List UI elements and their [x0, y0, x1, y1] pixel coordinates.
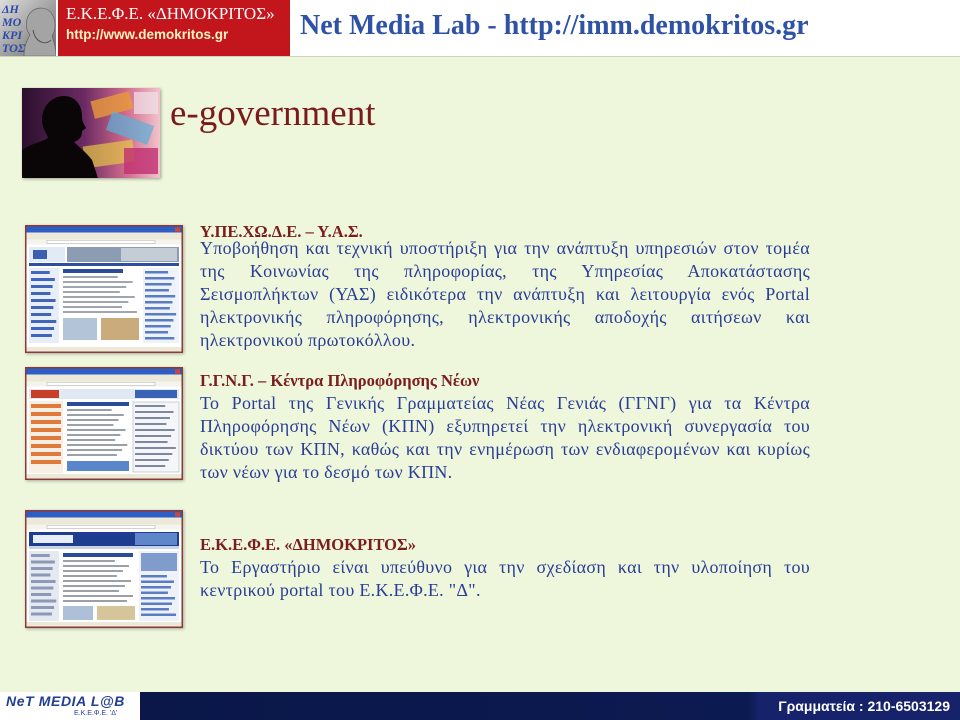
right-column-link	[145, 313, 176, 316]
left-nav-item	[31, 587, 53, 590]
logo-lettering-2: ΜΟ	[2, 15, 22, 29]
content-text-line	[63, 286, 126, 288]
content-text-line	[63, 575, 117, 577]
browser-statusbar	[27, 474, 182, 479]
photo-banknote	[134, 92, 158, 114]
project-title: Γ.Γ.Ν.Γ. – Κέντρα Πληροφόρησης Νέων	[200, 371, 480, 390]
content-text-line	[67, 454, 117, 456]
content-image	[63, 606, 93, 620]
left-nav-item	[31, 327, 54, 330]
content-banner	[67, 461, 129, 471]
footer-logo-lettering: NeT MEDIA L@B	[6, 693, 125, 709]
project-screenshot	[25, 225, 183, 353]
org-banner	[58, 0, 290, 56]
left-menu-item	[31, 420, 61, 424]
left-menu-item	[31, 444, 61, 448]
browser-titlebar	[27, 227, 182, 233]
footer-bar	[0, 692, 960, 720]
left-nav-item	[31, 334, 52, 337]
right-table-row	[135, 441, 168, 443]
right-column-link	[145, 277, 174, 280]
browser-toolbar	[27, 233, 182, 240]
demokritos-logo	[0, 0, 56, 56]
right-column-link	[145, 331, 168, 334]
content-text-line	[63, 311, 137, 313]
right-column-link	[141, 603, 172, 606]
left-nav-item	[31, 600, 56, 603]
browser-close-icon	[175, 513, 180, 517]
left-nav-item	[31, 593, 51, 596]
site-header-banner	[135, 390, 177, 398]
right-column-link	[145, 301, 173, 304]
content-image	[63, 318, 97, 340]
content-text-line	[63, 281, 133, 283]
right-table-row	[135, 411, 173, 413]
content-text-line	[67, 419, 119, 421]
right-column-link	[141, 592, 168, 595]
content-image	[97, 606, 135, 620]
logo-lettering-3: ΚΡΙ	[2, 28, 23, 42]
left-nav-item	[31, 320, 56, 323]
right-table-row	[135, 423, 166, 425]
content-text-line	[63, 276, 118, 278]
left-nav-item	[31, 613, 52, 616]
left-nav-item	[31, 554, 50, 557]
content-text-line	[63, 595, 133, 597]
logo-lettering-1: ΔΗ	[2, 2, 19, 16]
right-column-link	[141, 581, 174, 584]
content-text-line	[67, 414, 124, 416]
footer-logo-sublettering: Ε.Κ.Ε.Φ.Ε. 'Δ'	[74, 710, 118, 717]
photo-banknote	[124, 148, 158, 174]
right-column-link	[145, 295, 175, 298]
logo-lettering-4: ΤΟΣ	[2, 41, 26, 55]
left-nav-item	[31, 567, 53, 570]
left-menu-item	[31, 428, 61, 432]
right-table-row	[135, 405, 165, 407]
content-text-line	[63, 306, 122, 308]
site-logo	[33, 250, 47, 259]
browser-statusbar	[27, 347, 182, 352]
right-column-link	[141, 608, 169, 611]
right-column-link	[145, 307, 170, 310]
right-table-row	[135, 417, 170, 419]
secretariat-phone: Γραμματεία : 210-6503129	[778, 698, 950, 714]
content-image	[101, 318, 139, 340]
site-logo	[31, 390, 59, 398]
project-description: Υποβοήθηση και τεχνική υποστήριξη για την ανάπτυξη υπηρεσιών στον τομέα της Κοινωνίας της πληροφορίας, της Υπηρεσίας Αποκατάστασης Σεισμοπλήκτων (ΥΑΣ) ειδικότερα την ανάπτυξη και λειτουργία ενός Portal ηλεκτρονικής πληροφόρησης, ηλεκτρονικής αποδοχής αιτήσεων και ηλεκτρονικού πρωτοκόλλου.	[200, 238, 810, 350]
org-url-link[interactable]: http://www.demokritos.gr	[66, 27, 229, 42]
content-text-line	[63, 585, 125, 587]
content-text-line	[63, 580, 131, 582]
content-text-line	[63, 560, 115, 562]
browser-toolbar	[27, 375, 182, 382]
content-text-line	[67, 409, 112, 411]
left-nav-item	[31, 285, 53, 288]
right-table-row	[135, 453, 172, 455]
site-menu-bar	[29, 263, 179, 266]
left-menu-item	[31, 436, 61, 440]
browser-titlebar	[27, 512, 182, 518]
right-table-row	[135, 435, 171, 437]
content-text-line	[67, 449, 122, 451]
right-column-link	[141, 614, 176, 617]
browser-address-field	[47, 240, 155, 243]
content-text-line	[67, 424, 113, 426]
browser-address-field	[47, 525, 155, 528]
right-column-link	[141, 586, 171, 589]
left-menu-item	[31, 452, 61, 456]
browser-close-icon	[175, 370, 180, 374]
content-heading	[67, 402, 129, 406]
right-column-link	[141, 597, 175, 600]
right-column-link	[145, 289, 169, 292]
left-nav-item	[31, 580, 56, 583]
site-menu-bar	[29, 546, 179, 549]
page-title: e-government	[170, 93, 376, 134]
right-table-row	[135, 459, 169, 461]
left-nav-item	[31, 313, 51, 316]
hero-photo	[22, 88, 160, 178]
site-banner-logo	[33, 535, 73, 543]
content-text-line	[67, 439, 115, 441]
browser-close-icon	[175, 228, 180, 232]
right-column-image	[141, 553, 177, 571]
left-nav-item	[31, 271, 50, 274]
left-menu-item	[31, 460, 61, 464]
left-menu-item	[31, 404, 61, 408]
right-column-link	[145, 283, 172, 286]
left-nav-item	[31, 278, 55, 281]
project-title: Υ.ΠΕ.ΧΩ.Δ.Ε. – Υ.Α.Σ.	[200, 222, 363, 241]
right-table-row	[135, 465, 165, 467]
content-text-line	[63, 570, 123, 572]
content-text-line	[63, 301, 128, 303]
browser-titlebar	[27, 369, 182, 375]
left-nav-item	[31, 561, 55, 564]
content-heading	[63, 269, 123, 273]
left-nav-item	[31, 606, 54, 609]
lab-title: Net Media Lab - http://imm.demokritos.gr	[300, 10, 809, 41]
left-menu-item	[31, 412, 61, 416]
right-column-link	[141, 575, 167, 578]
right-table-row	[135, 429, 175, 431]
content-text-line	[63, 565, 129, 567]
project-description: Το Portal της Γενικής Γραμματείας Νέας Γενιάς (ΓΓΝΓ) για τα Κέντρα Πληροφόρησης Νέων (ΚΠΝ) εξυπηρετεί την ηλεκτρονική συνεργασία του δικτύου των ΚΠΝ, καθώς και την ενημέρωση των ενδιαφερομένων και κυρίως των νέων για το δεσμό των ΚΠΝ.	[200, 393, 810, 482]
content-text-line	[67, 429, 126, 431]
right-column-link	[145, 337, 174, 340]
page-header	[0, 0, 960, 57]
browser-statusbar	[27, 622, 182, 627]
content-text-line	[63, 296, 135, 298]
right-column-link	[145, 319, 173, 322]
project-screenshot	[25, 367, 183, 480]
site-banner-photo	[121, 248, 177, 261]
content-text-line	[67, 444, 127, 446]
net-media-lab-logo	[0, 692, 140, 720]
right-column-link	[145, 271, 168, 274]
left-nav-item	[31, 574, 50, 577]
browser-address-field	[47, 382, 155, 385]
content-text-line	[67, 434, 120, 436]
org-name: Ε.Κ.Ε.Φ.Ε. «ΔΗΜΟΚΡΙΤΟΣ»	[66, 4, 275, 23]
content-heading	[63, 553, 133, 557]
content-text-line	[63, 600, 127, 602]
browser-toolbar	[27, 518, 182, 525]
site-banner-image	[135, 533, 177, 545]
content-text-line	[63, 291, 120, 293]
right-column-link	[145, 325, 171, 328]
project-title: Ε.Κ.Ε.Φ.Ε. «ΔΗΜΟΚΡΙΤΟΣ»	[200, 535, 417, 554]
project-description: Το Εργαστήριο είναι υπεύθυνο για την σχεδίαση και την υλοποίηση του κεντρικού portal του Ε.Κ.Ε.Φ.Ε. "Δ".	[200, 557, 810, 600]
project-screenshot	[25, 510, 183, 628]
left-nav-item	[31, 292, 50, 295]
right-table-row	[135, 447, 176, 449]
left-nav-item	[31, 306, 53, 309]
bust-icon	[24, 8, 56, 56]
left-nav-item	[31, 299, 56, 302]
content-text-line	[63, 590, 119, 592]
